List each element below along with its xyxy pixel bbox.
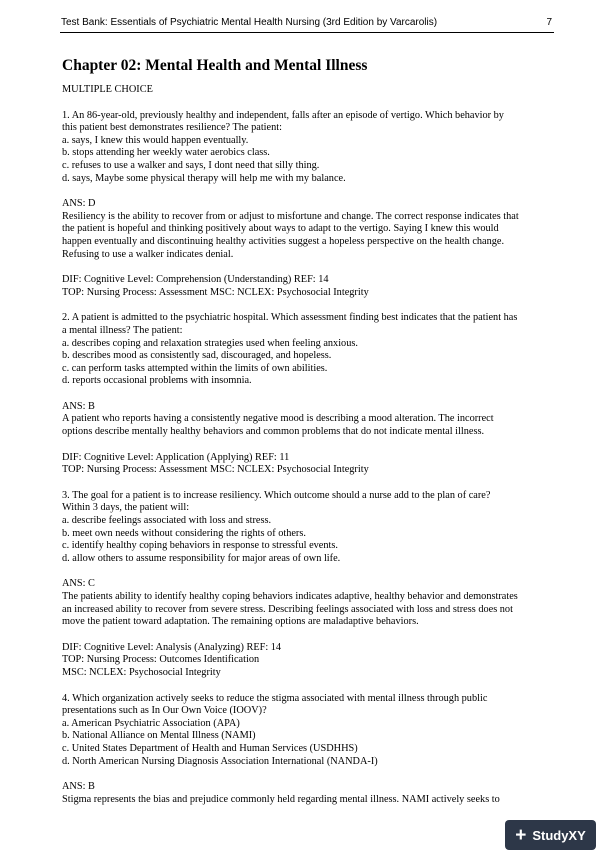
answer-key: ANS: C: [62, 578, 95, 590]
page-header: [60, 14, 554, 33]
question-list: [62, 110, 552, 807]
question-block: [62, 312, 552, 490]
question-meta: TOP: Nursing Process: Assessment MSC: NCLEX: Psychosocial Integrity: [62, 286, 369, 298]
question-block: [62, 490, 552, 693]
studyxy-badge[interactable]: [505, 820, 596, 850]
rationale-text: happen eventually and discontinuing healthy activities suggest a hopeless perspective on the health change.: [62, 235, 505, 247]
rationale-text: Stigma represents the bias and prejudice commonly held regarding mental illness. NAMI actively seeks to: [62, 793, 500, 805]
question-meta: DIF: Cognitive Level: Comprehension (Understanding) REF: 14: [62, 274, 329, 286]
answer-option: d. says, Maybe some physical therapy will help me with my balance.: [62, 172, 346, 184]
answer-key: ANS: D: [62, 198, 96, 210]
answer-option: c. identify healthy coping behaviors in response to stressful events.: [62, 540, 338, 552]
plus-icon: +: [515, 824, 527, 846]
question-stem: 4. Which organization actively seeks to reduce the stigma associated with mental illness through public: [62, 692, 488, 704]
section-heading: MULTIPLE CHOICE: [62, 84, 153, 95]
header-title: Test Bank: Essentials of Psychiatric Mental Health Nursing (3rd Edition by Varcarolis): [61, 17, 438, 28]
answer-option: b. stops attending her weekly water aerobics class.: [62, 147, 270, 159]
answer-option: b. National Alliance on Mental Illness (NAMI): [62, 730, 256, 742]
answer-option: c. can perform tasks attempted within the limits of own abilities.: [62, 362, 328, 374]
question-stem: a mental illness? The patient:: [62, 324, 183, 336]
question-stem: 1. An 86-year-old, previously healthy and independent, falls after an episode of vertigo. Which behavior by: [62, 109, 504, 121]
answer-option: c. refuses to use a walker and says, I dont need that silly thing.: [62, 159, 320, 171]
answer-option: d. North American Nursing Diagnosis Association International (NANDA-I): [62, 755, 378, 767]
answer-key: ANS: B: [62, 781, 95, 793]
answer-option: b. describes mood as consistently sad, discouraged, and hopeless.: [62, 350, 332, 362]
rationale-text: options describe mentally healthy behaviors and common problems that do not indicate mental illness.: [62, 426, 485, 438]
question-meta: TOP: Nursing Process: Assessment MSC: NCLEX: Psychosocial Integrity: [62, 464, 369, 476]
answer-option: b. meet own needs without considering the rights of others.: [62, 527, 306, 539]
rationale-text: The patients ability to identify healthy coping behaviors indicates adaptive, healthy behavior and demonstrates: [62, 591, 518, 602]
question-stem: 2. A patient is admitted to the psychiatric hospital. Which assessment finding best indicates that the patient has: [62, 312, 518, 324]
answer-option: a. says, I knew this would happen eventually.: [62, 134, 249, 146]
question-stem: Within 3 days, the patient will:: [62, 502, 190, 514]
rationale-text: move the patient toward adaptation. The remaining options are maladaptive behaviors.: [62, 616, 419, 628]
answer-option: d. reports occasional problems with insomnia.: [62, 375, 252, 387]
rationale-text: Refusing to use a walker indicates denial.: [62, 248, 234, 260]
rationale-text: Resiliency is the ability to recover from or adjust to misfortune and change. The correct response indicates that: [62, 210, 519, 222]
question-stem: 3. The goal for a patient is to increase resiliency. Which outcome should a nurse add to the plan of care?: [62, 489, 491, 501]
chapter-title: Chapter 02: Mental Health and Mental Illness: [62, 57, 368, 74]
rationale-text: A patient who reports having a consistently negative mood is describing a mood alteration. The incorrect: [62, 413, 494, 425]
document-body: [62, 56, 552, 806]
page-number: 7: [546, 17, 552, 28]
question-meta: TOP: Nursing Process: Outcomes Identification: [62, 654, 260, 666]
question-block: [62, 110, 552, 313]
answer-key: ANS: B: [62, 400, 95, 412]
question-meta: MSC: NCLEX: Psychosocial Integrity: [62, 666, 221, 678]
answer-option: d. allow others to assume responsibility for major areas of own life.: [62, 552, 341, 564]
question-stem: presentations such as In Our Own Voice (IOOV)?: [62, 705, 267, 717]
answer-option: a. describes coping and relaxation strategies used when feeling anxious.: [62, 337, 358, 349]
answer-option: a. American Psychiatric Association (APA): [62, 717, 240, 729]
question-meta: DIF: Cognitive Level: Analysis (Analyzing) REF: 14: [62, 641, 282, 653]
rationale-text: an increased ability to recover from severe stress. Describing feelings associated with loss and stress does not: [62, 603, 513, 615]
answer-option: c. United States Department of Health and Human Services (USDHHS): [62, 742, 358, 754]
question-block: [62, 693, 552, 807]
answer-option: a. describe feelings associated with loss and stress.: [62, 515, 272, 527]
question-meta: DIF: Cognitive Level: Application (Applying) REF: 11: [62, 451, 290, 463]
question-stem: this patient best demonstrates resilience? The patient:: [62, 122, 282, 134]
rationale-text: the patient is hopeful and thinking positively about ways to adapt to the vertigo. Saying I knew this would: [62, 223, 499, 235]
badge-label: StudyXY: [532, 827, 586, 843]
